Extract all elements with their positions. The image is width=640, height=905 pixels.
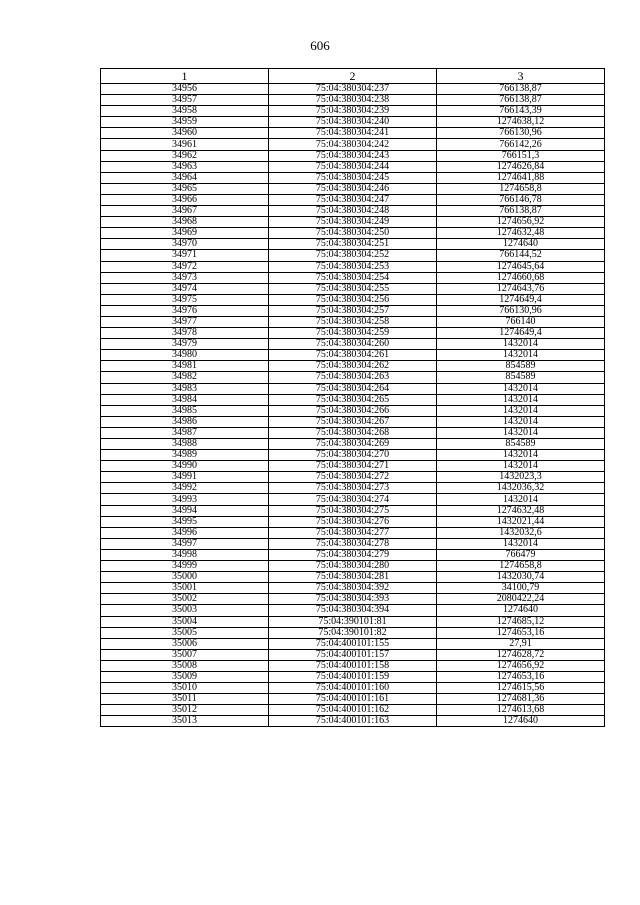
row-number-cell: 34968 [101,217,269,228]
value-cell: 1274643,76 [437,283,605,294]
table-row [101,450,605,461]
value-cell: 1274638,12 [437,117,605,128]
row-number-cell: 34994 [101,505,269,516]
row-number-cell: 34961 [101,139,269,150]
row-number-cell: 34970 [101,239,269,250]
table-row [101,117,605,128]
cadastral-number-cell: 75:04:380304:254 [269,272,437,283]
cadastral-number-cell: 75:04:380304:252 [269,250,437,261]
value-cell: 766142,26 [437,139,605,150]
value-cell: 1274626,84 [437,161,605,172]
table-row [101,561,605,572]
row-number-cell: 34978 [101,328,269,339]
table-row [101,84,605,95]
row-number-cell: 34986 [101,416,269,427]
table-header-row [101,69,605,84]
cadastral-number-cell: 75:04:380304:257 [269,305,437,316]
value-cell: 1274645,64 [437,261,605,272]
table-row [101,494,605,505]
value-cell: 766479 [437,549,605,560]
row-number-cell: 34979 [101,339,269,350]
value-cell: 1432014 [437,394,605,405]
row-number-cell: 35001 [101,583,269,594]
cadastral-number-cell: 75:04:380304:276 [269,516,437,527]
page-number: 606 [310,38,330,53]
row-number-cell: 34965 [101,183,269,194]
table-row [101,483,605,494]
table-row [101,538,605,549]
table-row [101,627,605,638]
value-cell: 766140 [437,316,605,327]
value-cell: 1274628,72 [437,649,605,660]
table-row [101,261,605,272]
row-number-cell: 34982 [101,372,269,383]
cadastral-number-cell: 75:04:380304:274 [269,494,437,505]
value-cell: 766138,87 [437,84,605,95]
cadastral-number-cell: 75:04:380304:256 [269,294,437,305]
row-number-cell: 34992 [101,483,269,494]
table-row [101,405,605,416]
table-row [101,439,605,450]
table-row [101,361,605,372]
cadastral-number-cell: 75:04:400101:155 [269,638,437,649]
row-number-cell: 34977 [101,316,269,327]
value-cell: 1274660,68 [437,272,605,283]
cadastral-number-cell: 75:04:400101:162 [269,705,437,716]
table-row [101,239,605,250]
value-cell: 766144,52 [437,250,605,261]
row-number-cell: 34985 [101,405,269,416]
cadastral-number-cell: 75:04:380304:259 [269,328,437,339]
table-row [101,350,605,361]
value-cell: 1274613,68 [437,705,605,716]
table-row [101,161,605,172]
row-number-cell: 35007 [101,649,269,660]
cadastral-number-cell: 75:04:380304:270 [269,450,437,461]
row-number-cell: 34983 [101,383,269,394]
cadastral-number-cell: 75:04:400101:159 [269,671,437,682]
value-cell: 766130,96 [437,305,605,316]
table-row [101,516,605,527]
value-cell: 1274641,88 [437,172,605,183]
row-number-cell: 34973 [101,272,269,283]
cadastral-number-cell: 75:04:400101:163 [269,716,437,727]
value-cell: 1274640 [437,605,605,616]
data-table [100,68,605,727]
cadastral-number-cell: 75:04:380304:247 [269,194,437,205]
cadastral-number-cell: 75:04:380304:273 [269,483,437,494]
row-number-cell: 35005 [101,627,269,638]
row-number-cell: 35004 [101,616,269,627]
cadastral-number-cell: 75:04:380304:249 [269,217,437,228]
row-number-cell: 34981 [101,361,269,372]
cadastral-number-cell: 75:04:400101:161 [269,694,437,705]
value-cell: 1432014 [437,339,605,350]
value-cell: 1274656,92 [437,660,605,671]
row-number-cell: 34995 [101,516,269,527]
row-number-cell: 34998 [101,549,269,560]
table-row [101,461,605,472]
table-row [101,139,605,150]
cadastral-number-cell: 75:04:380304:281 [269,572,437,583]
cadastral-number-cell: 75:04:380304:239 [269,106,437,117]
table-row [101,416,605,427]
table-row [101,472,605,483]
row-number-cell: 34989 [101,450,269,461]
row-number-cell: 34957 [101,95,269,106]
row-number-cell: 34972 [101,261,269,272]
table-row [101,294,605,305]
row-number-cell: 34997 [101,538,269,549]
value-cell: 766146,78 [437,194,605,205]
row-number-cell: 34971 [101,250,269,261]
row-number-cell: 34960 [101,128,269,139]
value-cell: 854589 [437,361,605,372]
cadastral-number-cell: 75:04:380304:262 [269,361,437,372]
row-number-cell: 35011 [101,694,269,705]
cadastral-number-cell: 75:04:380304:237 [269,84,437,95]
row-number-cell: 34999 [101,561,269,572]
cadastral-number-cell: 75:04:380304:260 [269,339,437,350]
row-number-cell: 34956 [101,84,269,95]
value-cell: 1274640 [437,239,605,250]
value-cell: 2080422,24 [437,594,605,605]
value-cell: 766143,39 [437,106,605,117]
cadastral-number-cell: 75:04:380304:241 [269,128,437,139]
table-row [101,206,605,217]
value-cell: 1432030,74 [437,572,605,583]
row-number-cell: 34980 [101,350,269,361]
row-number-cell: 35008 [101,660,269,671]
row-number-cell: 34969 [101,228,269,239]
cadastral-number-cell: 75:04:380304:253 [269,261,437,272]
cadastral-number-cell: 75:04:380304:280 [269,561,437,572]
value-cell: 1432021,44 [437,516,605,527]
value-cell: 1432014 [437,405,605,416]
row-number-cell: 34974 [101,283,269,294]
row-number-cell: 34975 [101,294,269,305]
cadastral-number-cell: 75:04:400101:160 [269,683,437,694]
value-cell: 1274615,56 [437,683,605,694]
table-body [101,84,605,727]
cadastral-number-cell: 75:04:380304:246 [269,183,437,194]
table-row [101,527,605,538]
value-cell: 1274658,8 [437,561,605,572]
cadastral-number-cell: 75:04:390101:81 [269,616,437,627]
row-number-cell: 34966 [101,194,269,205]
row-number-cell: 34959 [101,117,269,128]
table-row [101,194,605,205]
cadastral-number-cell: 75:04:380304:277 [269,527,437,538]
table-row [101,638,605,649]
table-row [101,372,605,383]
value-cell: 1432023,3 [437,472,605,483]
column-header-2: 2 [269,69,437,84]
row-number-cell: 34996 [101,527,269,538]
cadastral-number-cell: 75:04:380304:255 [269,283,437,294]
cadastral-number-cell: 75:04:380304:268 [269,427,437,438]
value-cell: 1432014 [437,494,605,505]
cadastral-number-cell: 75:04:380304:272 [269,472,437,483]
cadastral-number-cell: 75:04:380304:250 [269,228,437,239]
table-row [101,383,605,394]
value-cell: 766138,87 [437,95,605,106]
table-row [101,305,605,316]
value-cell: 1274653,16 [437,671,605,682]
value-cell: 1432014 [437,450,605,461]
value-cell: 1274656,92 [437,217,605,228]
value-cell: 1432014 [437,538,605,549]
table-row [101,705,605,716]
cadastral-number-cell: 75:04:380304:244 [269,161,437,172]
cadastral-number-cell: 75:04:380304:240 [269,117,437,128]
table-row [101,660,605,671]
column-header-1: 1 [101,69,269,84]
table-row [101,228,605,239]
table-row [101,605,605,616]
cadastral-number-cell: 75:04:380304:243 [269,150,437,161]
value-cell: 1274632,48 [437,228,605,239]
cadastral-number-cell: 75:04:380304:269 [269,439,437,450]
cadastral-number-cell: 75:04:380304:258 [269,316,437,327]
table-row [101,128,605,139]
value-cell: 1274640 [437,716,605,727]
cadastral-number-cell: 75:04:380304:242 [269,139,437,150]
table-row [101,106,605,117]
value-cell: 1274649,4 [437,328,605,339]
cadastral-number-cell: 75:04:380304:248 [269,206,437,217]
value-cell: 1432014 [437,427,605,438]
table-row [101,549,605,560]
cadastral-number-cell: 75:04:380304:266 [269,405,437,416]
cadastral-number-cell: 75:04:380304:271 [269,461,437,472]
row-number-cell: 34987 [101,427,269,438]
value-cell: 1432014 [437,383,605,394]
value-cell: 1274632,48 [437,505,605,516]
cadastral-number-cell: 75:04:380304:245 [269,172,437,183]
table-row [101,394,605,405]
table-row [101,427,605,438]
row-number-cell: 34991 [101,472,269,483]
cadastral-number-cell: 75:04:380304:251 [269,239,437,250]
cadastral-number-cell: 75:04:380304:392 [269,583,437,594]
value-cell: 1432014 [437,416,605,427]
cadastral-number-cell: 75:04:390101:82 [269,627,437,638]
value-cell: 1432032,6 [437,527,605,538]
table-row [101,671,605,682]
table-row [101,316,605,327]
row-number-cell: 35010 [101,683,269,694]
cadastral-number-cell: 75:04:380304:279 [269,549,437,560]
column-header-3: 3 [437,69,605,84]
value-cell: 854589 [437,372,605,383]
cadastral-number-cell: 75:04:380304:275 [269,505,437,516]
cadastral-number-cell: 75:04:380304:264 [269,383,437,394]
table-row [101,217,605,228]
row-number-cell: 35003 [101,605,269,616]
table-row [101,283,605,294]
table-row [101,183,605,194]
row-number-cell: 35002 [101,594,269,605]
row-number-cell: 34988 [101,439,269,450]
cadastral-number-cell: 75:04:380304:263 [269,372,437,383]
table-row [101,250,605,261]
cadastral-number-cell: 75:04:380304:261 [269,350,437,361]
table-row [101,505,605,516]
cadastral-number-cell: 75:04:380304:265 [269,394,437,405]
cadastral-number-cell: 75:04:380304:278 [269,538,437,549]
table-row [101,649,605,660]
value-cell: 1274649,4 [437,294,605,305]
table-row [101,339,605,350]
row-number-cell: 34962 [101,150,269,161]
row-number-cell: 34993 [101,494,269,505]
row-number-cell: 35012 [101,705,269,716]
value-cell: 854589 [437,439,605,450]
table-row [101,572,605,583]
value-cell: 766138,87 [437,206,605,217]
row-number-cell: 34984 [101,394,269,405]
row-number-cell: 34963 [101,161,269,172]
row-number-cell: 34964 [101,172,269,183]
value-cell: 1274658,8 [437,183,605,194]
table-row [101,150,605,161]
table-row [101,616,605,627]
row-number-cell: 34967 [101,206,269,217]
table-row [101,95,605,106]
table-row [101,583,605,594]
table-row [101,172,605,183]
table-row [101,328,605,339]
value-cell: 1432014 [437,350,605,361]
cadastral-number-cell: 75:04:380304:267 [269,416,437,427]
cadastral-number-cell: 75:04:400101:157 [269,649,437,660]
cadastral-number-cell: 75:04:380304:238 [269,95,437,106]
value-cell: 1432014 [437,461,605,472]
value-cell: 34100,79 [437,583,605,594]
cadastral-number-cell: 75:04:400101:158 [269,660,437,671]
row-number-cell: 34958 [101,106,269,117]
cadastral-number-cell: 75:04:380304:393 [269,594,437,605]
table-row [101,694,605,705]
value-cell: 1274681,36 [437,694,605,705]
row-number-cell: 35000 [101,572,269,583]
value-cell: 1274685,12 [437,616,605,627]
table-row [101,594,605,605]
value-cell: 1432036,32 [437,483,605,494]
row-number-cell: 34990 [101,461,269,472]
row-number-cell: 35009 [101,671,269,682]
row-number-cell: 35006 [101,638,269,649]
value-cell: 27,91 [437,638,605,649]
table-row [101,683,605,694]
value-cell: 1274653,16 [437,627,605,638]
row-number-cell: 34976 [101,305,269,316]
table-row [101,716,605,727]
value-cell: 766151,3 [437,150,605,161]
row-number-cell: 35013 [101,716,269,727]
cadastral-number-cell: 75:04:380304:394 [269,605,437,616]
table-row [101,272,605,283]
value-cell: 766130,96 [437,128,605,139]
